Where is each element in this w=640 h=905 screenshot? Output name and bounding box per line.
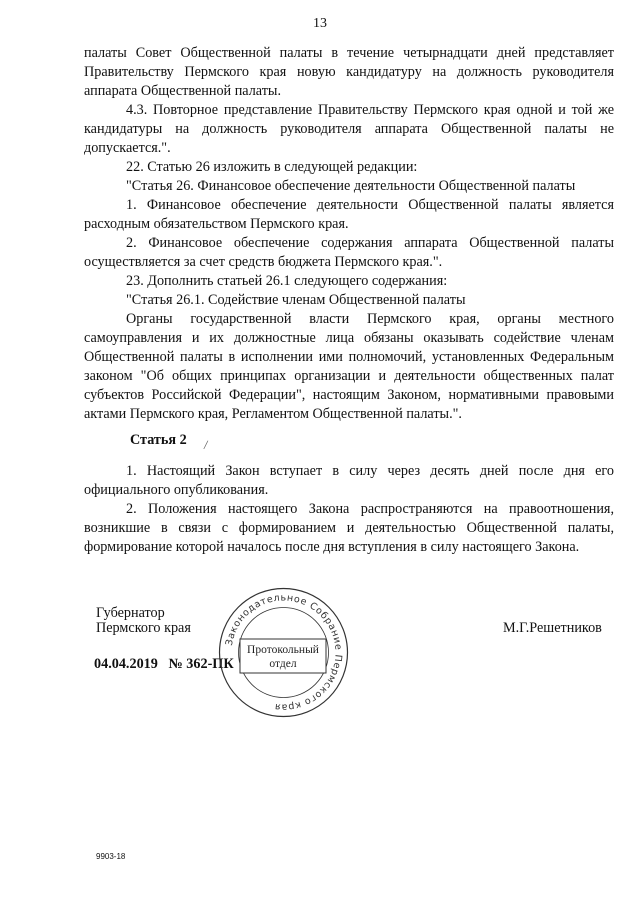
stamp-inner-line1: Протокольный [247, 644, 319, 656]
governor-name: М.Г.Решетников [503, 620, 602, 636]
law-text-block-1 [84, 44, 614, 424]
governor-title-line1: Губернатор [96, 605, 165, 621]
law-date: 04.04.2019 [94, 656, 158, 672]
law-number: № 362-ПК [168, 656, 234, 672]
protocol-stamp [216, 585, 351, 720]
law-date-number [94, 656, 234, 673]
paragraph: 4.3. Повторное представление Правительству Пермского края одной и той же кандидатуры на должность руководителя аппарата Общественной палаты не допускается.". [84, 102, 614, 156]
article-title: Статья 2 [130, 432, 187, 448]
paragraph: 22. Статью 26 изложить в следующей редакции: [126, 159, 418, 175]
law-text-block-2 [84, 462, 614, 557]
paragraph: 1. Настоящий Закон вступает в силу через десять дней после дня его официального опубликования. [84, 463, 614, 498]
document-code: 9903-18 [96, 852, 126, 861]
page-number: 13 [313, 16, 327, 31]
paragraph: 2. Финансовое обеспечение содержания аппарата Общественной палаты осуществляется за счет средств бюджета Пермского края.". [84, 235, 614, 270]
pen-mark: / [203, 436, 209, 453]
paragraph: 2. Положения настоящего Закона распространяются на правоотношения, возникшие в связи с формированием и деятельностью Общественной палаты, формирование которой началось после дня вступления в силу настоящего Закона. [84, 501, 614, 555]
paragraph: палаты Совет Общественной палаты в течение четырнадцати дней представляет Правительству Пермского края новую кандидатуру на должность руководителя аппарата Общественной палаты. [84, 45, 614, 99]
governor-title [96, 606, 191, 636]
stamp-inner-line2: отдел [269, 658, 297, 670]
paragraph: 23. Дополнить статьей 26.1 следующего содержания: [126, 273, 448, 289]
paragraph: 1. Финансовое обеспечение деятельности Общественной палаты является расходным обязательством Пермского края. [84, 197, 614, 232]
governor-title-line2: Пермского края [96, 620, 191, 636]
paragraph: Органы государственной власти Пермского края, органы местного самоуправления и их должностные лица обязаны оказывать содействие членам Общественной палаты в исполнении ими полномочий, установленных Федеральным законом "Об общих принципах организации и деятельности общественных палат субъектов Российской Федерации", настоящим Законом, нормативными правовыми актами Пермского края, Регламентом Общественной палаты.". [84, 311, 614, 422]
paragraph: "Статья 26.1. Содействие членам Общественной палаты [126, 292, 466, 308]
paragraph: "Статья 26. Финансовое обеспечение деятельности Общественной палаты [126, 178, 576, 194]
stamp-outer-text: Законодательное Собрание Пермского края [223, 592, 344, 713]
